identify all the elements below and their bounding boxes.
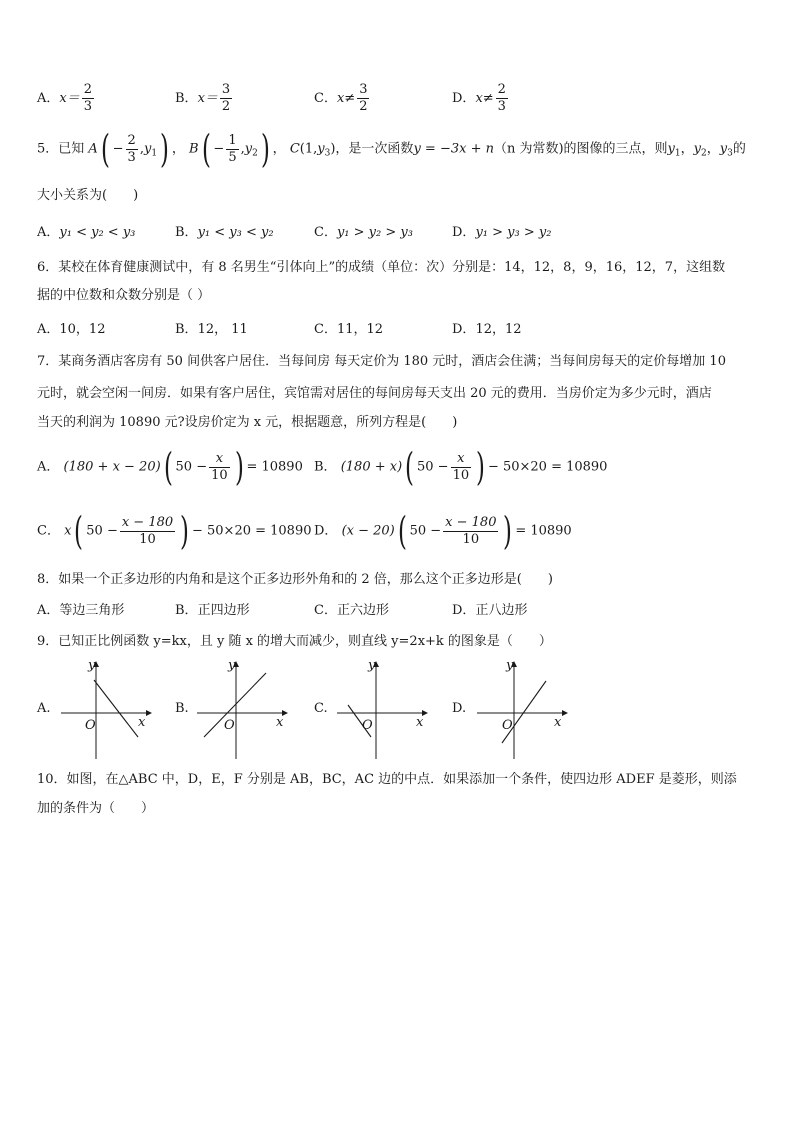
option-letter: C． — [314, 603, 337, 618]
origin-label: O — [224, 718, 235, 733]
option-text: 正八边形 — [475, 603, 528, 618]
origin-label: O — [85, 718, 96, 733]
x-label: x — [276, 715, 284, 730]
point-c-coords: 1, — [304, 141, 318, 157]
paren-open: ( — [100, 127, 110, 171]
x-axis-arrow — [562, 710, 568, 716]
option-letter: B． — [175, 225, 198, 240]
denominator: 2 — [221, 99, 231, 114]
option-letter: D． — [452, 322, 476, 337]
q9-option-d-letter: D. — [452, 701, 467, 716]
option-letter: C． — [37, 523, 60, 539]
fraction — [82, 82, 94, 115]
q6-option-c — [314, 320, 383, 340]
option-lhs: (x − 20) — [341, 523, 395, 539]
option-text: 12， 11 — [197, 322, 248, 337]
denominator: 10 — [139, 531, 156, 547]
q5-option-a — [37, 223, 135, 243]
option-letter: B． — [175, 322, 198, 337]
q8-option-b — [175, 601, 250, 621]
y-label: y — [88, 658, 96, 673]
option-lhs: x＝ — [197, 91, 218, 106]
q8-option-d — [452, 601, 527, 621]
denominator: 10 — [211, 467, 228, 483]
q4-option-d — [452, 82, 510, 115]
option-lhs: x＝ — [59, 91, 80, 106]
x-label: x — [554, 715, 562, 730]
option-text: 正六边形 — [336, 603, 389, 618]
q5-mid: ，是一次函数 — [335, 141, 414, 157]
option-letter: B． — [175, 91, 198, 106]
q5-after: （n 为常数)的图像的三点，则 — [493, 141, 668, 157]
paren-open: ( — [163, 445, 173, 489]
option-letter: D． — [314, 523, 338, 539]
x-label: x — [416, 715, 424, 730]
paren-close: ) — [260, 127, 270, 171]
option-text: 10，12 — [59, 322, 106, 337]
paren-close: ) — [160, 127, 169, 171]
paren-close: ) — [180, 509, 190, 553]
q6-option-d — [452, 320, 522, 340]
q4-option-c — [314, 82, 371, 115]
option-inner: 50 − — [175, 459, 208, 475]
x-label: x — [138, 715, 146, 730]
option-letter: B． — [175, 603, 198, 618]
point-b-label: B — [189, 141, 199, 157]
fraction — [357, 82, 369, 115]
option-rhs: − 50×20 = 10890 — [191, 523, 312, 539]
numerator: x − 180 — [121, 514, 174, 530]
numerator: 3 — [359, 82, 368, 97]
q6-option-b — [175, 320, 248, 340]
numerator: 1 — [228, 132, 237, 148]
option-letter: A． — [37, 603, 60, 618]
option-letter: A． — [37, 91, 60, 106]
option-text: 等边三角形 — [59, 603, 125, 618]
q5-function: y = −3x + n — [413, 141, 494, 157]
option-text: y₁ > y₃ > y₂ — [475, 225, 552, 240]
q9-graph-d — [474, 655, 568, 761]
q8-stem: 8．如果一个正多边形的内角和是这个正多边形外角和的 2 倍，那么这个正多边形是( ) — [37, 572, 553, 587]
numerator: 3 — [221, 82, 231, 97]
option-letter: D． — [452, 225, 476, 240]
paren-close: ) — [234, 445, 244, 489]
q8-option-a — [37, 601, 124, 621]
fraction — [226, 133, 238, 166]
option-inner: 50 − — [416, 459, 449, 475]
fraction — [220, 82, 232, 115]
option-letter: A． — [37, 459, 60, 475]
q9-graph-b — [194, 655, 288, 761]
option-letter: D． — [452, 603, 476, 618]
q7-option-d — [314, 509, 572, 553]
q5-stem: 5．已知 A( − $\frac{2}{3}$ $,y_1$) ， B( − $\frac{1}{5}$ $,y_2$) ， $C(1,y_3)$，是一次函数y = −3x + n（n 为常数)的图像的三点，则$y_1$，$y_2$，$y_3$的 — [37, 127, 746, 171]
q9-graph-c — [334, 655, 428, 761]
q10-stem-line1: 10．如图，在△ABC 中，D，E，F 分别是 AB，BC，AC 边的中点．如果添加一个条件，使四边形 ADEF 是菱形，则添 — [37, 772, 737, 787]
option-letter: C． — [314, 225, 337, 240]
option-text: 12，12 — [475, 322, 522, 337]
option-letter: A． — [37, 225, 60, 240]
function-line — [94, 680, 138, 737]
q10-stem-line2: 加的条件为（ ） — [37, 801, 155, 816]
denominator: 3 — [497, 99, 506, 114]
option-inner: 50 − — [409, 523, 442, 539]
fraction — [126, 133, 138, 166]
option-letter: D． — [452, 91, 476, 106]
origin-label: O — [362, 718, 373, 733]
fraction — [120, 515, 175, 548]
q7-option-c — [37, 509, 312, 553]
option-letter: A． — [37, 322, 60, 337]
q9-option-b-letter: B. — [175, 701, 189, 716]
option-rhs: = 10890 — [246, 459, 303, 475]
q4-option-a — [37, 82, 96, 115]
q7-stem-line1: 7．某商务酒店客房有 50 间供客户居住．当每间房 每天定价为 180 元时，酒店会住满；当每间房每天的定价每增加 10 — [37, 354, 726, 369]
q5-tail: 的 — [732, 141, 746, 157]
denominator: 3 — [83, 99, 93, 114]
option-text: 正四边形 — [197, 603, 250, 618]
q9-stem: 9．已知正比例函数 y=kx，且 y 随 x 的增大而减少，则直线 y=2x+k 的图象是（ ） — [37, 634, 552, 649]
denominator: 2 — [359, 99, 368, 114]
function-line — [502, 681, 546, 743]
paren-open: ( — [74, 509, 84, 553]
q5-option-d — [452, 223, 551, 243]
option-rhs: = 10890 — [515, 523, 572, 539]
option-letter: B． — [314, 459, 337, 475]
numerator: 2 — [127, 132, 136, 148]
option-lhs: x — [64, 523, 72, 539]
q7-option-a — [37, 445, 303, 489]
option-text: y₁ > y₂ > y₃ — [336, 225, 413, 240]
point-c-label: C — [289, 141, 300, 157]
point-a-label: A — [88, 141, 98, 157]
denominator: 10 — [462, 531, 480, 547]
option-text: 11，12 — [336, 322, 384, 337]
fraction — [496, 82, 508, 115]
numerator: 2 — [497, 82, 506, 97]
denominator: 5 — [228, 149, 237, 165]
option-lhs: x≠ — [475, 91, 494, 106]
q6-stem-line1: 6．某校在体育健康测试中，有 8 名男生“引体向上”的成绩（单位：次）分别是：14，12，8，9，16，12，7，这组数 — [37, 260, 726, 275]
option-text: y₁ < y₃ < y₂ — [197, 225, 274, 240]
q7-stem-line3: 当天的利润为 10890 元?设房价定为 x 元，根据题意，所列方程是( ) — [37, 415, 458, 430]
option-inner: 50 − — [86, 523, 118, 539]
fraction — [209, 451, 230, 484]
q5-option-b — [175, 223, 274, 243]
q9-option-c-letter: C. — [314, 701, 328, 716]
q9-option-a-letter: A. — [37, 701, 51, 716]
paren-open: ( — [201, 127, 211, 171]
paren-close: ) — [503, 509, 513, 553]
numerator: x − 180 — [445, 514, 497, 530]
numerator: x — [451, 451, 472, 468]
option-lhs: (180 + x) — [340, 459, 403, 475]
function-line — [204, 673, 266, 737]
numerator: 2 — [83, 82, 93, 97]
option-letter: C． — [314, 91, 337, 106]
q8-option-c — [314, 601, 389, 621]
y-label: y — [228, 658, 236, 673]
denominator: 3 — [127, 149, 136, 165]
option-lhs: x≠ — [336, 91, 356, 106]
denominator: 10 — [452, 467, 470, 483]
fraction — [451, 451, 472, 484]
q7-stem-line2: 元时，就会空闲一间房．如果有客户居住，宾馆需对居住的每间房每天支出 20 元的费用．当房价定为多少元时，酒店 — [37, 386, 712, 401]
q5-prefix: 5．已知 — [37, 141, 85, 157]
y-label: y — [368, 658, 376, 673]
q4-option-b — [175, 82, 234, 115]
q5-option-c — [314, 223, 413, 243]
paren-close: ) — [476, 445, 485, 489]
option-letter: C． — [314, 322, 337, 337]
origin-label: O — [502, 718, 513, 733]
y-label: y — [506, 658, 514, 673]
q5-stem-line2: 大小关系为( ) — [37, 188, 139, 203]
paren-open: ( — [405, 445, 415, 489]
fraction — [443, 515, 498, 548]
q9-graph-a — [58, 655, 152, 761]
option-text: y₁ < y₂ < y₃ — [59, 225, 136, 240]
paren-open: ( — [397, 509, 407, 553]
option-rhs: − 50×20 = 10890 — [487, 459, 608, 475]
numerator: x — [209, 451, 230, 468]
q7-option-b — [314, 445, 608, 489]
x-axis-arrow — [146, 710, 152, 716]
q6-stem-line2: 据的中位数和众数分别是（ ） — [37, 288, 211, 303]
option-lhs: (180 + x − 20) — [63, 459, 161, 475]
q6-option-a — [37, 320, 105, 340]
